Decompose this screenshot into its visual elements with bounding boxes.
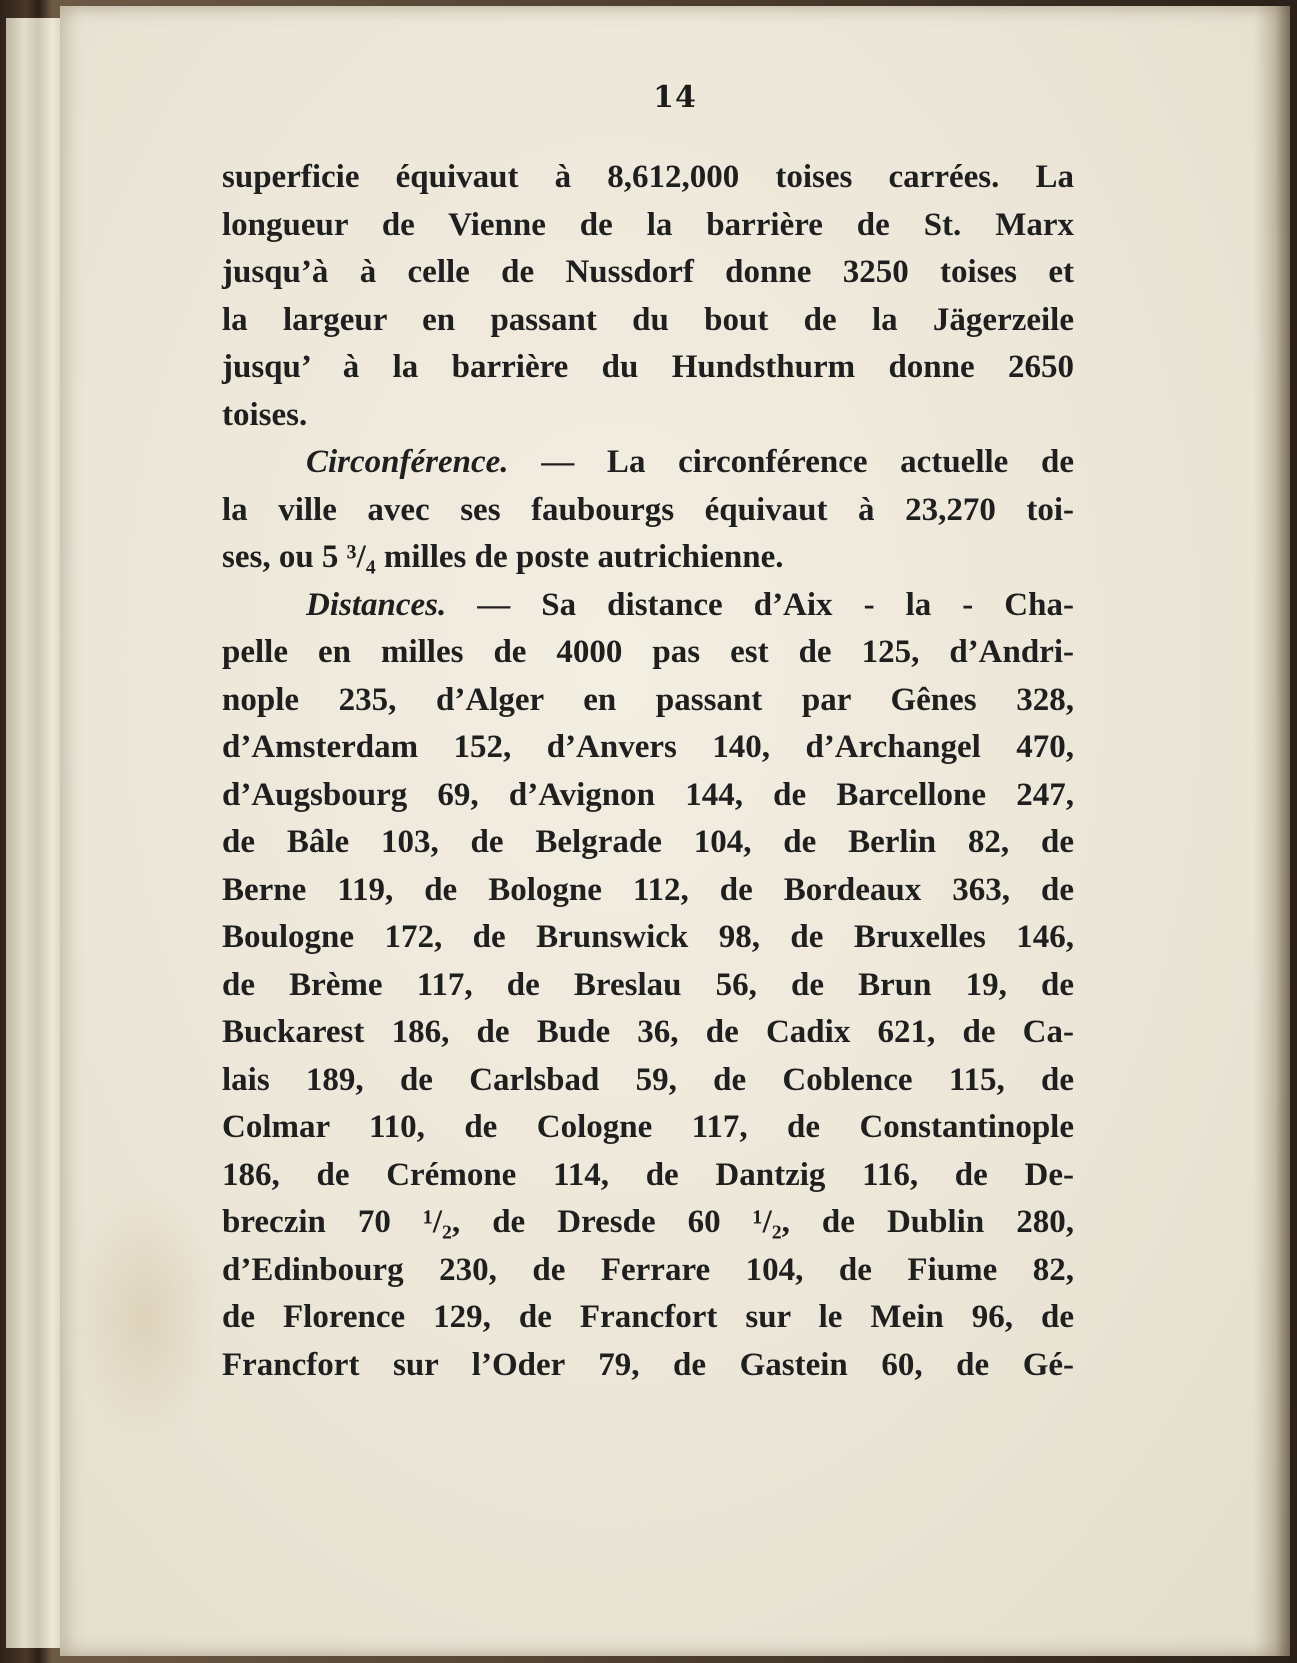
text-line: breczin 70 ¹/₂, de Dresde 60 ¹/₂, de Dublin 280,: [222, 1204, 1074, 1240]
text-line: de Brème 117, de Breslau 56, de Brun 19, de: [222, 966, 1074, 1003]
text-line: ses, ou 5 ³/₄ milles de poste autrichienne.: [222, 539, 784, 575]
book-page: [60, 6, 1290, 1656]
text-line: pelle en milles de 4000 pas est de 125, d’Andri-: [222, 634, 1074, 670]
page-number: 14: [653, 80, 697, 115]
text-line: superficie équivaut à 8,612,000 toises carrées. La: [222, 159, 1074, 195]
section-heading-distances: Distances.: [306, 586, 447, 623]
text-line: Colmar 110, de Cologne 117, de Constantinople: [222, 1109, 1074, 1145]
text-line: de Bâle 103, de Belgrade 104, de Berlin 82, de: [222, 824, 1074, 860]
section-heading-circonference: Circonférence.: [306, 444, 509, 480]
paper-stain: [70, 1186, 220, 1446]
section-line-distances: Distances. — Sa distance d’Aix - la - Cha-: [306, 586, 1074, 623]
text-line: longueur de Vienne de la barrière de St. Marx: [222, 206, 1074, 243]
text-line: 186, de Crémone 114, de Dantzig 116, de De-: [222, 1156, 1074, 1193]
text-line: Buckarest 186, de Bude 36, de Cadix 621, de Ca-: [222, 1014, 1074, 1050]
previous-pages-edge: [6, 18, 65, 1648]
text-line: Francfort sur l’Oder 79, de Gastein 60, de Gé-: [222, 1346, 1074, 1383]
text-line: d’Amsterdam 152, d’Anvers 140, d’Archangel 470,: [222, 729, 1074, 765]
text-line: d’Edinbourg 230, de Ferrare 104, de Fiume 82,: [222, 1251, 1074, 1288]
text-line: Boulogne 172, de Brunswick 98, de Bruxelles 146,: [222, 919, 1074, 955]
text-line: de Florence 129, de Francfort sur le Mein 96, de: [222, 1299, 1074, 1335]
text-line: nople 235, d’Alger en passant par Gênes 328,: [222, 681, 1074, 718]
text-line: jusqu’à à celle de Nussdorf donne 3250 toises et: [222, 254, 1074, 290]
page-gutter-shadow: [1254, 6, 1290, 1656]
text-line: toises.: [222, 396, 308, 433]
text-line: lais 189, de Carlsbad 59, de Coblence 115, de: [222, 1061, 1074, 1098]
text-line: jusqu’ à la barrière du Hundsthurm donne 2650: [222, 349, 1074, 385]
text-line: d’Augsbourg 69, d’Avignon 144, de Barcellone 247,: [222, 776, 1074, 813]
text-line: la largeur en passant du bout de la Jägerzeile: [222, 301, 1074, 338]
text-line: Berne 119, de Bologne 112, de Bordeaux 363, de: [222, 871, 1074, 908]
text-line: la ville avec ses faubourgs équivaut à 23,270 toi-: [222, 491, 1074, 528]
section-line-circonference: Circonférence. — La circonférence actuelle de: [306, 444, 1074, 480]
body-text: [222, 154, 1074, 1389]
